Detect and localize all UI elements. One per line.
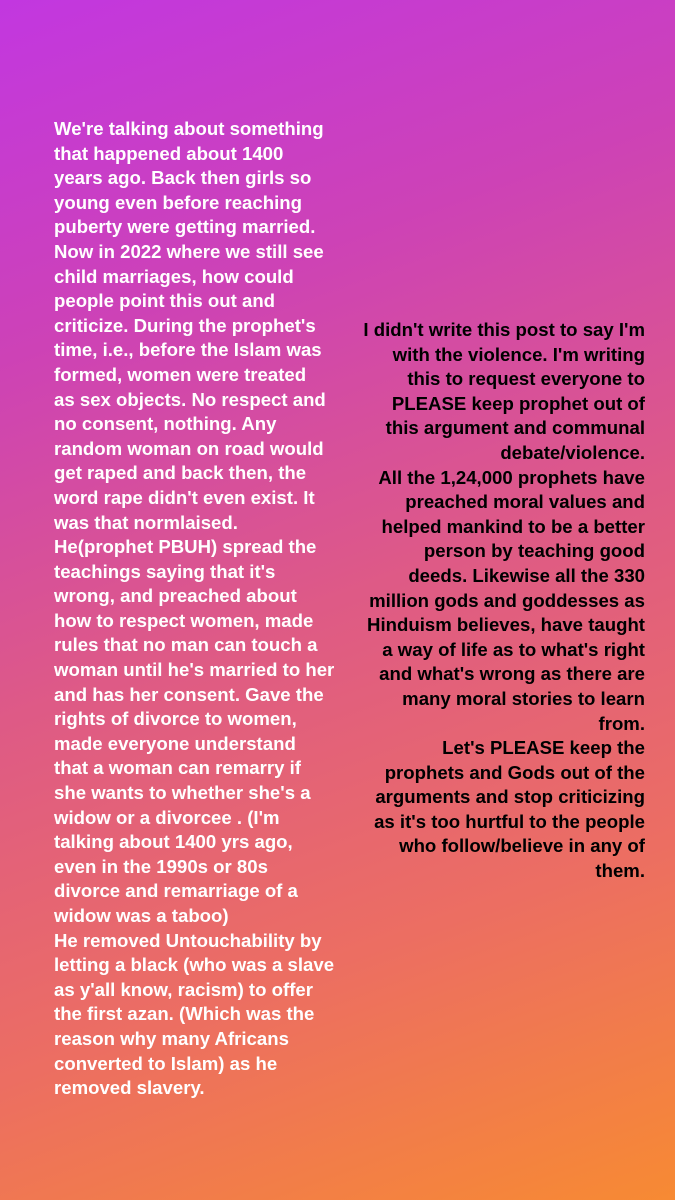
right-text-block: I didn't write this post to say I'm with the violence. I'm writing this to request everyone to PLEASE keep prophet out of this argument and communal debate/violence. All the 1,24,000 prophets have preached moral values and helped mankind to be a better person by teaching good deeds. Likewise all the 330 million gods and goddesses as Hinduism believes, have taught a way of life as to what's right and what's wrong as there are many moral stories to learn from. Let's PLEASE keep the prophets and Gods out of the arguments and stop criticizing as it's too hurtful to the people who follow/believe in any of them.	[363, 319, 645, 882]
left-text-block: We're talking about something that happened about 1400 years ago. Back then girls so young even before reaching puberty were getting married. Now in 2022 where we still see child marriages, how could people point this out and criticize. During the prophet's time, i.e., before the Islam was formed, women were treated as sex objects. No respect and no consent, nothing. Any random woman on road would get raped and back then, the word rape didn't even exist. It was that normlaised. He(prophet PBUH) spread the teachings saying that it's wrong, and preached about how to respect women, made rules that no man can touch a woman until he's married to her and has her consent. Gave the rights of divorce to women, made everyone understand that a woman can remarry if she wants to whether she's a widow or a divorcee . (I'm talking about 1400 yrs ago, even in the 1990s or 80s divorce and remarriage of a widow was a taboo) He removed Untouchability by letting a black (who was a slave as y'all know, racism) to offer the first azan. (Which was the reason why many Africans converted to Islam) as he removed slavery.	[54, 118, 335, 1099]
